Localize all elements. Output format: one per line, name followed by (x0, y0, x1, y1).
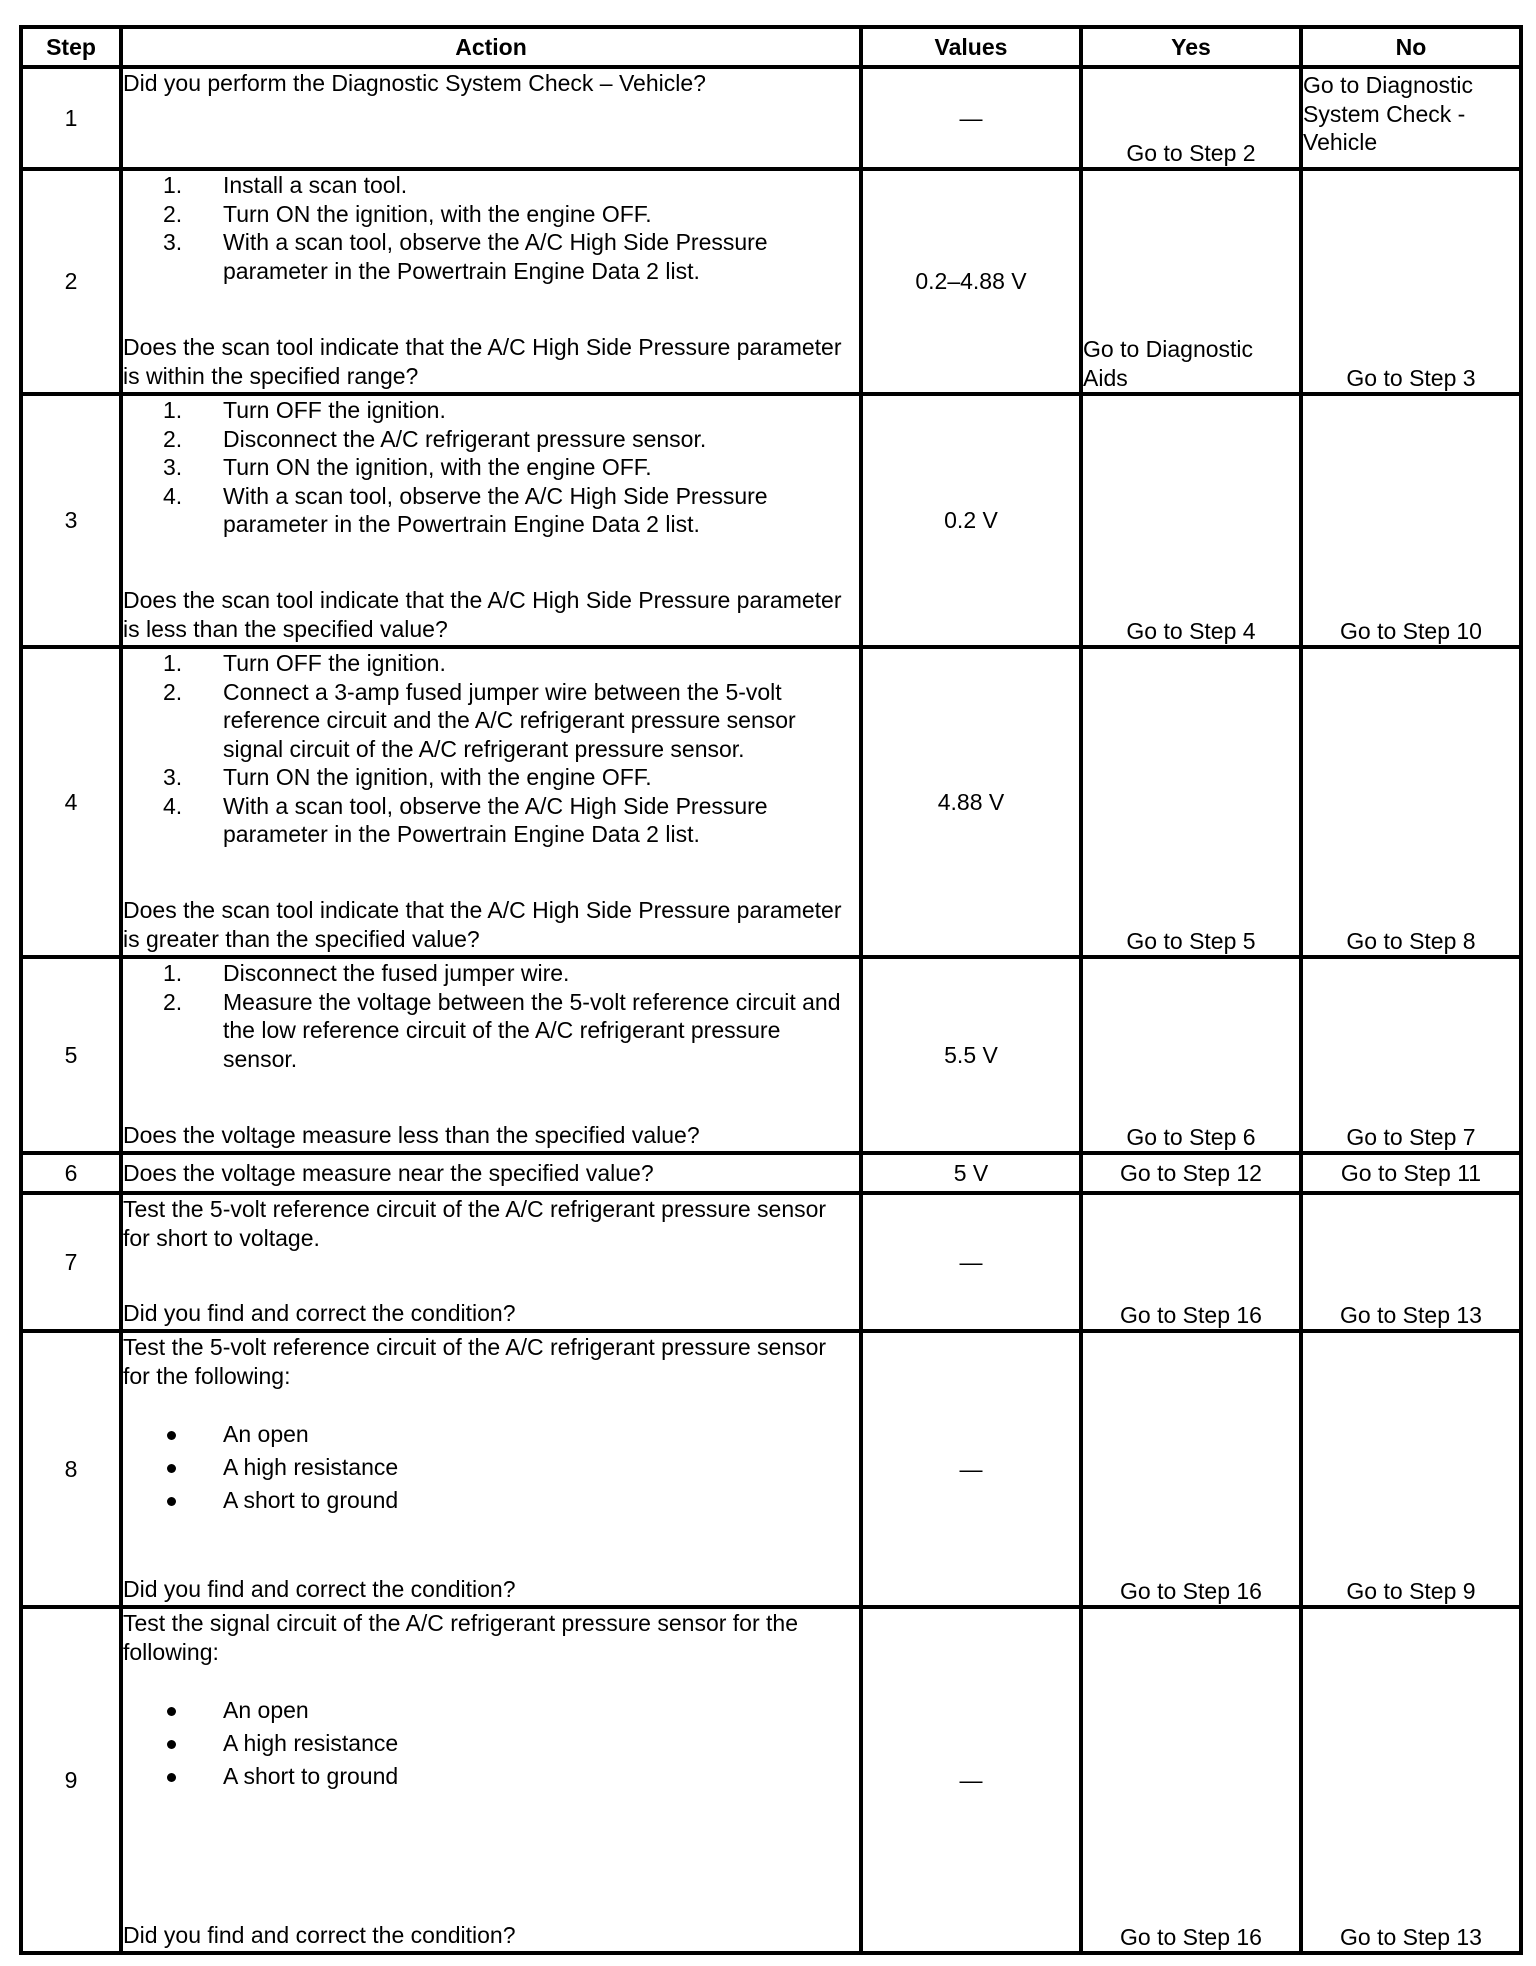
step-number: 5 (21, 957, 121, 1153)
bullet-icon (167, 1464, 176, 1473)
step-number: 4 (21, 647, 121, 957)
action-cell (121, 67, 861, 169)
bullet-icon (167, 1497, 176, 1506)
action-cell (121, 1607, 861, 1953)
list-item: 4. With a scan tool, observe the A/C High Side Pressure parameter in the Powertrain Engine Data 2 list. (163, 792, 768, 847)
bullet-icon (167, 1773, 176, 1782)
value-cell: 5.5 V (861, 957, 1081, 1153)
value-cell: 5 V (861, 1153, 1081, 1193)
action-cell (121, 1193, 861, 1331)
action-cell (121, 647, 861, 957)
list-item: A high resistance (223, 1727, 859, 1760)
value-cell: — (861, 1331, 1081, 1607)
action-bullets (123, 1418, 859, 1517)
yes-cell: Go to Step 16 (1081, 1193, 1301, 1331)
step-number: 6 (21, 1153, 121, 1193)
action-cell (121, 1153, 861, 1193)
table-row (21, 1607, 1521, 1953)
no-cell: Go to Step 7 (1301, 957, 1521, 1153)
yes-cell: Go to Step 12 (1081, 1153, 1301, 1193)
header-row (21, 27, 1521, 67)
action-intro: Test the 5-volt reference circuit of the A/C refrigerant pressure sensor for the following: (123, 1334, 827, 1389)
action-question: Does the scan tool indicate that the A/C High Side Pressure parameter is less than the specified value? (123, 587, 842, 642)
action-question: Does the voltage measure less than the specified value? (123, 1121, 700, 1148)
action-question: Did you find and correct the condition? (123, 1921, 516, 1948)
table-row (21, 957, 1521, 1153)
action-question: Does the scan tool indicate that the A/C High Side Pressure parameter is within the specified range? (123, 334, 842, 389)
action-question: Does the voltage measure near the specified value? (123, 1159, 654, 1186)
list-item: 1. Install a scan tool. (163, 172, 408, 198)
header-step: Step (21, 27, 121, 67)
action-steps (123, 171, 859, 285)
no-cell: Go to Step 10 (1301, 394, 1521, 647)
no-cell: Go to Step 13 (1301, 1193, 1521, 1331)
value-cell: 4.88 V (861, 647, 1081, 957)
list-item: 2. Measure the voltage between the 5-volt reference circuit and the low reference circuit of the A/C refrigerant pressure sensor. (163, 988, 841, 1072)
list-item: 1. Turn OFF the ignition. (163, 397, 446, 423)
yes-cell: Go to Step 4 (1081, 394, 1301, 647)
table-row (21, 1331, 1521, 1607)
action-bullets (123, 1694, 859, 1793)
action-intro: Test the signal circuit of the A/C refrigerant pressure sensor for the following: (123, 1610, 798, 1665)
list-item: 2. Disconnect the A/C refrigerant pressure sensor. (163, 425, 707, 452)
action-question: Does the scan tool indicate that the A/C High Side Pressure parameter is greater than the specified value? (123, 897, 842, 952)
table-row (21, 67, 1521, 169)
action-cell (121, 169, 861, 394)
action-question: Did you perform the Diagnostic System Check – Vehicle? (123, 70, 706, 96)
list-item: An open (223, 1418, 859, 1451)
table-row (21, 647, 1521, 957)
header-yes: Yes (1081, 27, 1301, 67)
header-values: Values (861, 27, 1081, 67)
step-number: 9 (21, 1607, 121, 1953)
action-question: Did you find and correct the condition? (123, 1299, 516, 1326)
step-number: 8 (21, 1331, 121, 1607)
list-item: A short to ground (223, 1484, 859, 1517)
value-cell: — (861, 67, 1081, 169)
step-number: 7 (21, 1193, 121, 1331)
no-cell: Go to Step 8 (1301, 647, 1521, 957)
header-no: No (1301, 27, 1521, 67)
yes-cell: Go to Step 6 (1081, 957, 1301, 1153)
step-number: 2 (21, 169, 121, 394)
value-cell: — (861, 1607, 1081, 1953)
yes-cell: Go to Step 2 (1081, 67, 1301, 169)
bullet-icon (167, 1740, 176, 1749)
value-cell: 0.2 V (861, 394, 1081, 647)
action-cell (121, 394, 861, 647)
no-cell: Go to Step 13 (1301, 1607, 1521, 1953)
list-item: 1. Turn OFF the ignition. (163, 650, 446, 676)
table-row (21, 1193, 1521, 1331)
list-item: 3. Turn ON the ignition, with the engine OFF. (163, 454, 652, 480)
list-item: 4. With a scan tool, observe the A/C High Side Pressure parameter in the Powertrain Engine Data 2 list. (163, 482, 768, 537)
action-question: Did you find and correct the condition? (123, 1575, 516, 1602)
list-item: An open (223, 1694, 859, 1727)
value-cell: — (861, 1193, 1081, 1331)
table-row (21, 169, 1521, 394)
action-steps (123, 959, 859, 1073)
no-cell: Go to Step 3 (1301, 169, 1521, 394)
list-item: A short to ground (223, 1760, 859, 1793)
yes-cell: Go to Step 16 (1081, 1331, 1301, 1607)
list-item: A high resistance (223, 1451, 859, 1484)
list-item: 2. Connect a 3-amp fused jumper wire between the 5-volt reference circuit and the A/C refrigerant pressure sensor signal circuit of the A/C refrigerant pressure sensor. (163, 678, 796, 762)
no-cell: Go to Step 9 (1301, 1331, 1521, 1607)
diagnostic-table (19, 25, 1523, 1955)
action-steps (123, 396, 859, 539)
yes-cell: Go to Step 16 (1081, 1607, 1301, 1953)
header-action: Action (121, 27, 861, 67)
list-item: 3. With a scan tool, observe the A/C High Side Pressure parameter in the Powertrain Engine Data 2 list. (163, 229, 768, 284)
yes-cell: Go to Step 5 (1081, 647, 1301, 957)
no-cell: Go to Diagnostic System Check - Vehicle (1301, 67, 1521, 169)
action-intro: Test the 5-volt reference circuit of the A/C refrigerant pressure sensor for short to voltage. (123, 1196, 827, 1251)
action-steps (123, 649, 859, 849)
step-number: 1 (21, 67, 121, 169)
list-item: 3. Turn ON the ignition, with the engine OFF. (163, 764, 652, 790)
table-row (21, 394, 1521, 647)
value-cell: 0.2–4.88 V (861, 169, 1081, 394)
no-cell: Go to Step 11 (1301, 1153, 1521, 1193)
table-row (21, 1153, 1521, 1193)
list-item: 1. Disconnect the fused jumper wire. (163, 960, 570, 986)
step-number: 3 (21, 394, 121, 647)
action-cell (121, 957, 861, 1153)
bullet-icon (167, 1431, 176, 1440)
list-item: 2. Turn ON the ignition, with the engine OFF. (163, 200, 652, 227)
bullet-icon (167, 1707, 176, 1716)
yes-cell: Go to Diagnostic Aids (1081, 169, 1301, 394)
action-cell (121, 1331, 861, 1607)
